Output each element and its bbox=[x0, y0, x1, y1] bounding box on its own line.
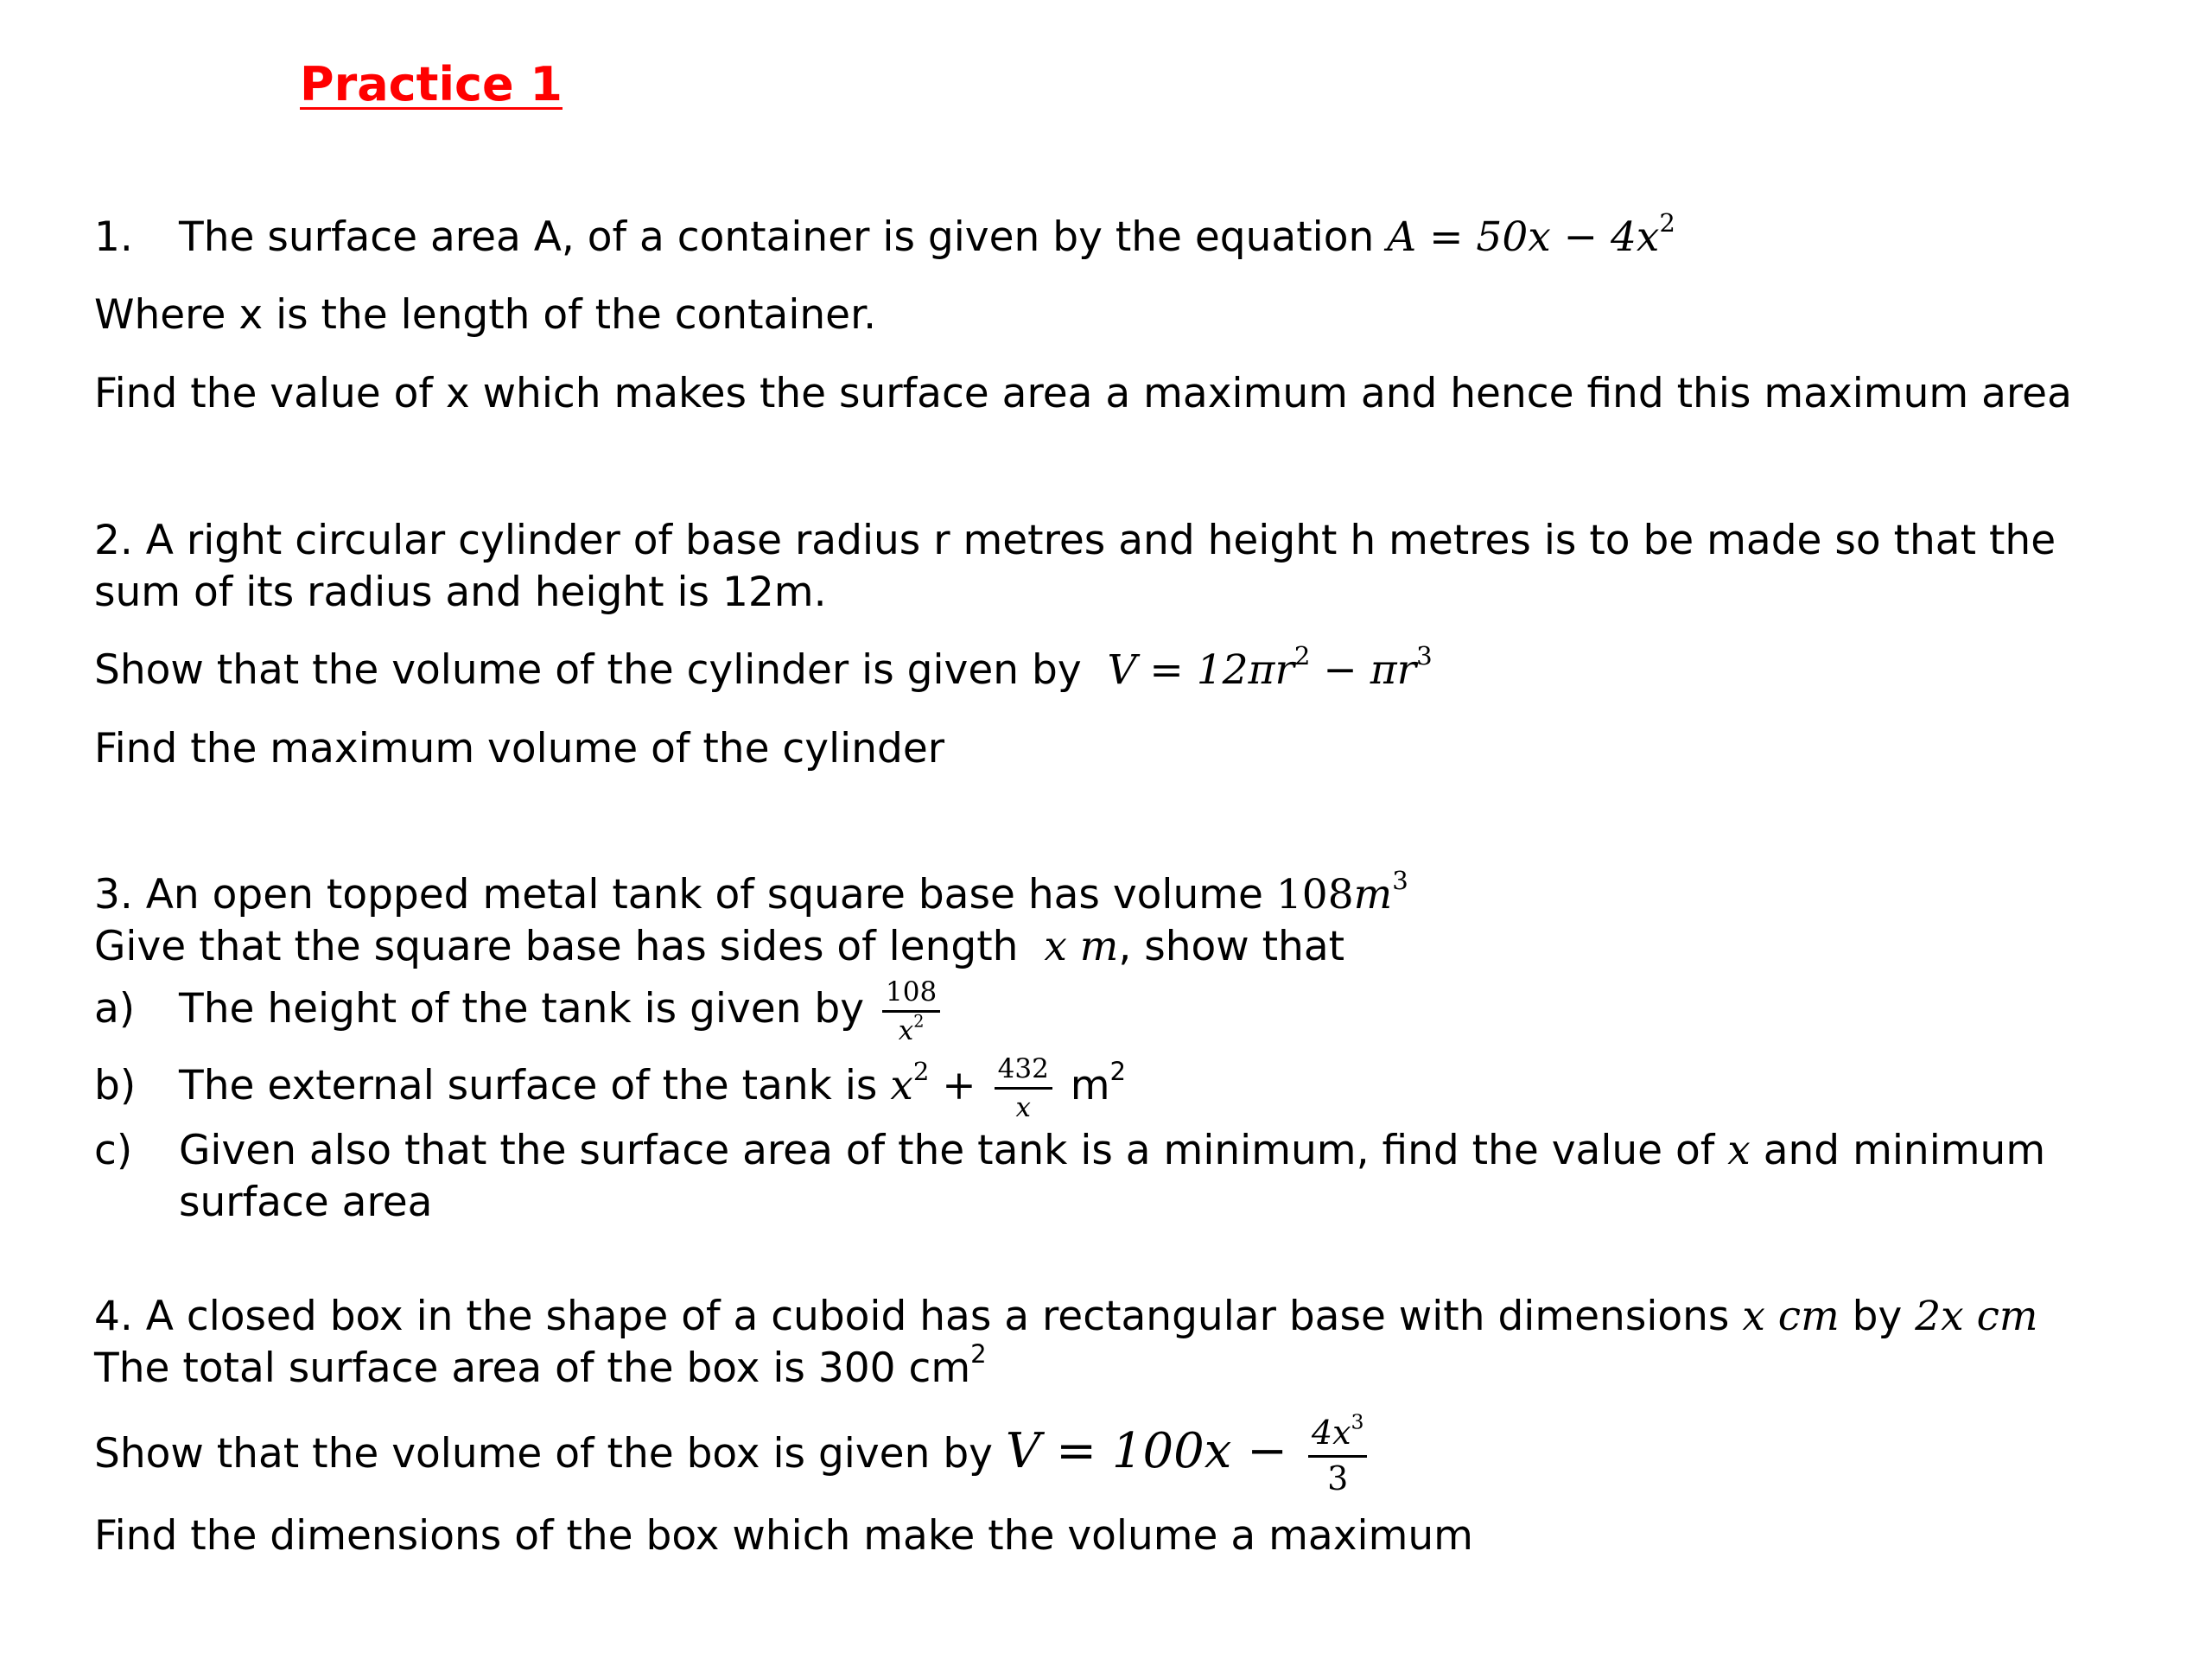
q1-number: 1. bbox=[94, 213, 133, 261]
q3-b-frac-num: 432 bbox=[995, 1054, 1052, 1090]
q3-a-fraction bbox=[882, 977, 940, 1046]
q3-volume-exp: 3 bbox=[1392, 866, 1408, 896]
page-title: Practice 1 bbox=[300, 57, 563, 111]
q3-c-var: x bbox=[1727, 1127, 1751, 1174]
q1-equation: A = 50x − 4x bbox=[1387, 213, 1660, 261]
q3-a-frac-den: x bbox=[898, 1015, 914, 1046]
q2-eq-part2: − πr bbox=[1310, 646, 1417, 694]
q3-volume-unit: m bbox=[1353, 871, 1393, 918]
q2-line3 bbox=[94, 641, 1433, 696]
q3-c-text2: and minimum bbox=[1750, 1127, 2046, 1174]
q4-line2-text: The total surface area of the box is 300 cm bbox=[94, 1344, 971, 1392]
q3-b-var: x bbox=[890, 1062, 913, 1109]
q2-text: Show that the volume of the cylinder is given by bbox=[94, 646, 1095, 694]
q2-eq-exp1: 2 bbox=[1294, 641, 1311, 671]
q1-line2: Where x is the length of the container. bbox=[94, 291, 877, 339]
q1-line3: Find the value of x which makes the surface area a maximum and hence find this maximum area bbox=[94, 370, 2072, 417]
q3-line1 bbox=[94, 866, 1408, 921]
q3-b-plus: + bbox=[929, 1062, 989, 1109]
q4-by: by bbox=[1839, 1293, 1916, 1340]
q3-text: 3. An open topped metal tank of square base has volume bbox=[94, 871, 1276, 918]
q1-text: The surface area A, of a container is given by the equation bbox=[179, 213, 1388, 261]
q3-volume-value: 108 bbox=[1275, 871, 1354, 918]
q3-part-c bbox=[94, 1125, 2045, 1177]
q2-line2: sum of its radius and height is 12m. bbox=[94, 569, 827, 616]
q3-line2 bbox=[94, 921, 1344, 973]
q3-part-a bbox=[94, 966, 945, 1052]
q4-frac-den: 3 bbox=[1327, 1459, 1349, 1497]
q3-b-text: The external surface of the tank is bbox=[179, 1062, 891, 1109]
q3-b-label: b) bbox=[94, 1062, 137, 1109]
q4-line2 bbox=[94, 1339, 987, 1395]
q3-a-frac-num: 108 bbox=[882, 977, 940, 1013]
q2-eq-part1: V = 12πr bbox=[1107, 646, 1294, 694]
q1-line1 bbox=[94, 208, 1675, 264]
q3-b-frac-den: x bbox=[1015, 1092, 1031, 1123]
q4-dim2: 2x cm bbox=[1915, 1293, 2038, 1340]
q4-line2-exp: 2 bbox=[970, 1339, 987, 1370]
q3-b-unit-exp: 2 bbox=[1109, 1057, 1127, 1087]
q4-line3-text: Show that the volume of the box is given by bbox=[94, 1430, 1006, 1478]
q3-a-text: The height of the tank is given by bbox=[179, 985, 878, 1033]
q4-line1 bbox=[94, 1291, 2037, 1343]
q3-c-label: c) bbox=[94, 1127, 133, 1174]
q4-line3 bbox=[94, 1400, 1372, 1506]
q2-line1: 2. A right circular cylinder of base radius r metres and height h metres is to be made so that the bbox=[94, 517, 2056, 564]
q3-line2-var: x m bbox=[1044, 923, 1119, 970]
q4-dim1: x cm bbox=[1742, 1293, 1840, 1340]
q3-a-label: a) bbox=[94, 985, 136, 1033]
q2-line4: Find the maximum volume of the cylinder bbox=[94, 725, 945, 772]
q4-frac-num: 4x bbox=[1311, 1414, 1351, 1452]
q3-line2-end: , show that bbox=[1118, 923, 1345, 970]
q4-frac-num-exp: 3 bbox=[1351, 1409, 1364, 1434]
q4-fraction bbox=[1308, 1409, 1368, 1497]
q3-c-text1: Given also that the surface area of the tank is a minimum, find the value of bbox=[179, 1127, 1728, 1174]
q1-equation-exponent: 2 bbox=[1659, 208, 1675, 238]
q3-a-frac-den-exp: 2 bbox=[913, 1011, 925, 1032]
q3-part-b bbox=[94, 1043, 1126, 1129]
q4-minus: − bbox=[1231, 1423, 1303, 1479]
q3-line2-text: Give that the square base has sides of length bbox=[94, 923, 1032, 970]
q4-text: 4. A closed box in the shape of a cuboid has a rectangular base with dimensions bbox=[94, 1293, 1743, 1340]
q4-equation: V = 100x bbox=[1005, 1423, 1232, 1479]
q3-b-exp: 2 bbox=[912, 1057, 930, 1087]
q4-line4: Find the dimensions of the box which make the volume a maximum bbox=[94, 1512, 1473, 1560]
q3-part-c-line2: surface area bbox=[179, 1179, 433, 1226]
q2-eq-exp2: 3 bbox=[1416, 641, 1433, 671]
q3-b-fraction bbox=[995, 1054, 1052, 1122]
q3-b-unit: m bbox=[1070, 1062, 1110, 1109]
